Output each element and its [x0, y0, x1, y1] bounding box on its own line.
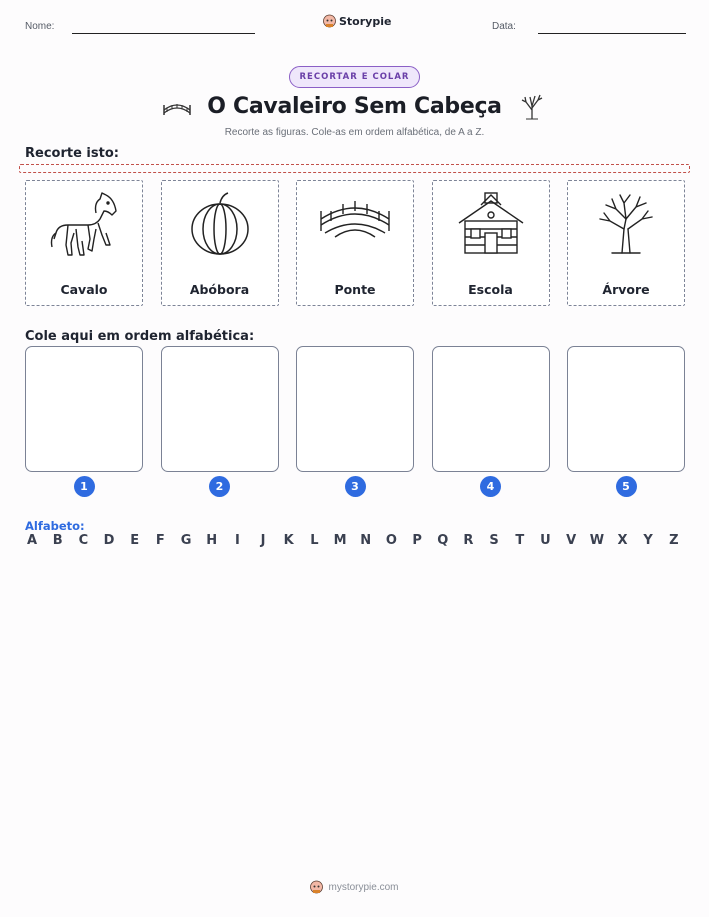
cut-cards — [25, 180, 685, 306]
footer-url: mystorypie.com — [328, 881, 399, 893]
alphabet-letter: G — [180, 533, 192, 548]
alphabet-letter: B — [52, 533, 63, 548]
alphabet-letter: F — [155, 533, 165, 548]
bridge-icon — [315, 189, 395, 261]
card-horse[interactable] — [25, 180, 143, 306]
alphabet-letter: E — [130, 533, 140, 548]
card-label: Árvore — [602, 282, 650, 297]
card-tree[interactable] — [567, 180, 685, 306]
alphabet-label: Alfabeto: — [25, 519, 85, 533]
brand-logo — [323, 14, 391, 28]
alphabet-letter: X — [617, 533, 628, 548]
alphabet-letter: U — [540, 533, 551, 548]
horse-icon — [44, 189, 124, 261]
tree-decoration-icon — [516, 92, 548, 120]
alphabet-letter: Y — [643, 533, 653, 548]
name-label: Nome: — [25, 21, 55, 32]
alphabet-letter: K — [283, 533, 294, 548]
slot-number-badge: 1 — [74, 476, 95, 497]
pumpkin-icon — [180, 189, 260, 261]
card-label: Ponte — [334, 282, 376, 297]
slot-numbers — [25, 476, 685, 497]
card-school[interactable] — [432, 180, 550, 306]
card-bridge[interactable] — [296, 180, 414, 306]
slot-number-badge: 3 — [345, 476, 366, 497]
card-pumpkin[interactable] — [161, 180, 279, 306]
paste-slot-1[interactable] — [25, 346, 143, 472]
card-label: Escola — [468, 282, 513, 297]
title-row — [0, 92, 709, 120]
page-title: O Cavaleiro Sem Cabeça — [207, 93, 502, 119]
date-label: Data: — [492, 21, 516, 32]
alphabet-letter: T — [515, 533, 525, 548]
storypie-mascot-icon — [323, 14, 336, 28]
activity-type-badge: RECORTAR E COLAR — [289, 66, 420, 88]
paste-slot-5[interactable] — [567, 346, 685, 472]
alphabet-letter: J — [260, 533, 266, 548]
tree-icon — [586, 189, 666, 261]
alphabet-row — [25, 533, 685, 548]
storypie-mascot-icon — [310, 880, 323, 894]
alphabet-letter: H — [206, 533, 218, 548]
alphabet-letter: R — [463, 533, 474, 548]
slot-number-badge: 5 — [616, 476, 637, 497]
instructions: Recorte as figuras. Cole-as em ordem alfabética, de A a Z. — [224, 127, 485, 138]
card-label: Abóbora — [189, 282, 250, 297]
cut-section-label: Recorte isto: — [25, 146, 119, 161]
alphabet-letter: P — [412, 533, 422, 548]
footer — [0, 880, 709, 894]
alphabet-letter: M — [333, 533, 347, 548]
alphabet-letter: D — [103, 533, 115, 548]
card-label: Cavalo — [60, 282, 108, 297]
alphabet-letter: I — [234, 533, 240, 548]
slot-number-badge: 4 — [480, 476, 501, 497]
alphabet-letter: Q — [437, 533, 449, 548]
bridge-decoration-icon — [161, 92, 193, 120]
paste-slot-4[interactable] — [432, 346, 550, 472]
alphabet-letter: O — [385, 533, 397, 548]
alphabet-letter: L — [310, 533, 319, 548]
alphabet-letter: A — [26, 533, 38, 548]
paste-section-label: Cole aqui em ordem alfabética: — [25, 329, 255, 344]
alphabet-letter: W — [589, 533, 605, 548]
alphabet-letter: V — [566, 533, 577, 548]
slot-number-badge: 2 — [209, 476, 230, 497]
alphabet-letter: N — [360, 533, 372, 548]
alphabet-letter: S — [489, 533, 499, 548]
alphabet-letter: C — [78, 533, 89, 548]
alphabet-letter: Z — [669, 533, 679, 548]
paste-slot-3[interactable] — [296, 346, 414, 472]
paste-slots — [25, 346, 685, 472]
name-line — [72, 33, 255, 34]
brand-name: Storypie — [339, 14, 392, 28]
date-line — [538, 33, 686, 34]
paste-slot-2[interactable] — [161, 346, 279, 472]
school-icon — [451, 189, 531, 261]
cut-line — [19, 164, 690, 173]
